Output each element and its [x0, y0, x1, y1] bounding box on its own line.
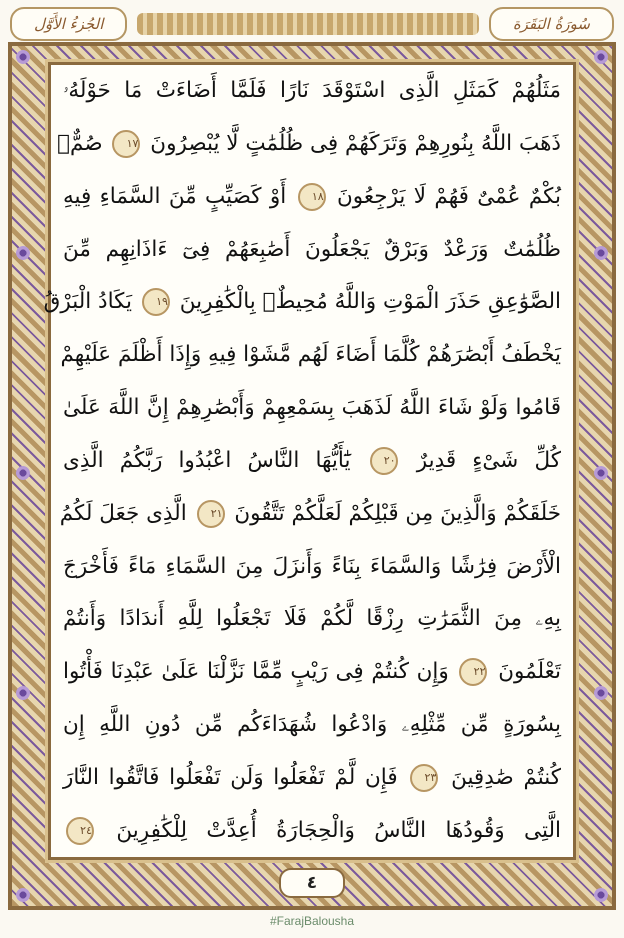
flower-ornament-icon: [594, 888, 608, 902]
verse-line: كُنتُمْ صَٰدِقِينَ ٢٣ فَإِن لَّمْ تَفْعَلُوا وَلَن تَفْعَلُوا فَاتَّقُوا النَّارَ: [63, 764, 561, 790]
verse-lines: [43, 69, 561, 853]
flower-ornament-icon: [594, 246, 608, 260]
text-panel: [43, 62, 576, 860]
flower-ornament-icon: [594, 50, 608, 64]
verse-line: مَثَلُهُمْ كَمَثَلِ الَّذِى اسْتَوْقَدَ نَارًا فَلَمَّا أَضَاءَتْ مَا حَوْلَهُۥ: [63, 78, 561, 103]
flower-ornament-icon: [16, 50, 30, 64]
verse-line: الَّتِى وَقُودُهَا النَّاسُ وَالْحِجَارَةُ أُعِدَّتْ لِلْكَٰفِرِينَ ٢٤: [63, 809, 561, 853]
ayah-marker: ١٨: [298, 183, 326, 211]
verse-line: يَخْطَفُ أَبْصَٰرَهُمْ كُلَّمَا أَضَاءَ لَهُم مَّشَوْا فِيهِ وَإِذَا أَظْلَمَ عَلَيْهِمْ: [60, 342, 561, 368]
verse-line: بِهِۦ مِنَ الثَّمَرَٰتِ رِزْقًا لَّكُمْ فَلَا تَجْعَلُوا لِلَّهِ أَندَادًا وَأَنتُمْ: [63, 606, 561, 632]
flower-ornament-icon: [594, 686, 608, 700]
ayah-marker: ٢٢: [459, 658, 487, 686]
verse-line: ظُلُمَٰتٌ وَرَعْدٌ وَبَرْقٌ يَجْعَلُونَ أَصَٰبِعَهُمْ فِىٓ ءَاذَانِهِم مِّنَ: [63, 236, 561, 262]
watermark-tag: #FarajBaloushа: [269, 914, 355, 928]
verse-line: بُكْمٌ عُمْىٌ فَهُمْ لَا يَرْجِعُونَ ١٨ أَوْ كَصَيِّبٍ مِّنَ السَّمَاءِ فِيهِ: [63, 183, 561, 209]
ayah-marker: ٢١: [197, 500, 225, 528]
flower-ornament-icon: [16, 466, 30, 480]
juz-label: الجُزءُ الأَوَّل: [10, 7, 127, 41]
ayah-marker: ٢٣: [410, 764, 438, 792]
verse-line: ذَهَبَ اللَّهُ بِنُورِهِمْ وَتَرَكَهُمْ فِى ظُلُمَٰتٍ لَّا يُبْصِرُونَ ١٧ صُمٌّۢ: [57, 130, 561, 156]
verse-line: بِسُورَةٍ مِّن مِّثْلِهِۦ وَادْعُوا شُهَدَاءَكُم مِّن دُونِ اللَّهِ إِن: [63, 712, 561, 738]
verse-line: كُلِّ شَىْءٍ قَدِيرٌ ٢٠ يَٰٓأَيُّهَا النَّاسُ اعْبُدُوا رَبَّكُمُ الَّذِى: [63, 447, 561, 473]
ayah-marker: ٢٠: [370, 447, 398, 475]
verse-line: الصَّوَٰعِقِ حَذَرَ الْمَوْتِ وَاللَّهُ مُحِيطٌۢ بِالْكَٰفِرِينَ ١٩ يَكَادُ الْبَرْقُ: [43, 289, 561, 315]
ayah-marker: ١٧: [112, 130, 140, 158]
flower-ornament-icon: [594, 466, 608, 480]
ayah-marker: ١٩: [142, 288, 170, 316]
flower-ornament-icon: [16, 686, 30, 700]
page-number: ٤: [279, 868, 345, 898]
verse-line: خَلَقَكُمْ وَالَّذِينَ مِن قَبْلِكُمْ لَعَلَّكُمْ تَتَّقُونَ ٢١ الَّذِى جَعَلَ لَكُمُ: [59, 500, 561, 526]
ayah-marker: ٢٤: [66, 817, 94, 845]
verse-line: الْأَرْضَ فِرَٰشًا وَالسَّمَاءَ بِنَاءً وَأَنزَلَ مِنَ السَّمَاءِ مَاءً فَأَخْرَجَ: [63, 553, 561, 579]
flower-ornament-icon: [16, 888, 30, 902]
flower-ornament-icon: [16, 246, 30, 260]
verse-line: تَعْلَمُونَ ٢٢ وَإِن كُنتُمْ فِى رَيْبٍ مِّمَّا نَزَّلْنَا عَلَىٰ عَبْدِنَا فَأْتُوا: [63, 659, 561, 685]
verse-line: قَامُوا وَلَوْ شَاءَ اللَّهُ لَذَهَبَ بِسَمْعِهِمْ وَأَبْصَٰرِهِمْ إِنَّ اللَّهَ عَلَىٰ: [63, 395, 561, 421]
surah-label: سُورَةُ البَقَرَة: [489, 7, 614, 41]
header-ornament: [137, 13, 478, 35]
ornamental-border: [8, 42, 616, 910]
page-header: [10, 4, 614, 44]
